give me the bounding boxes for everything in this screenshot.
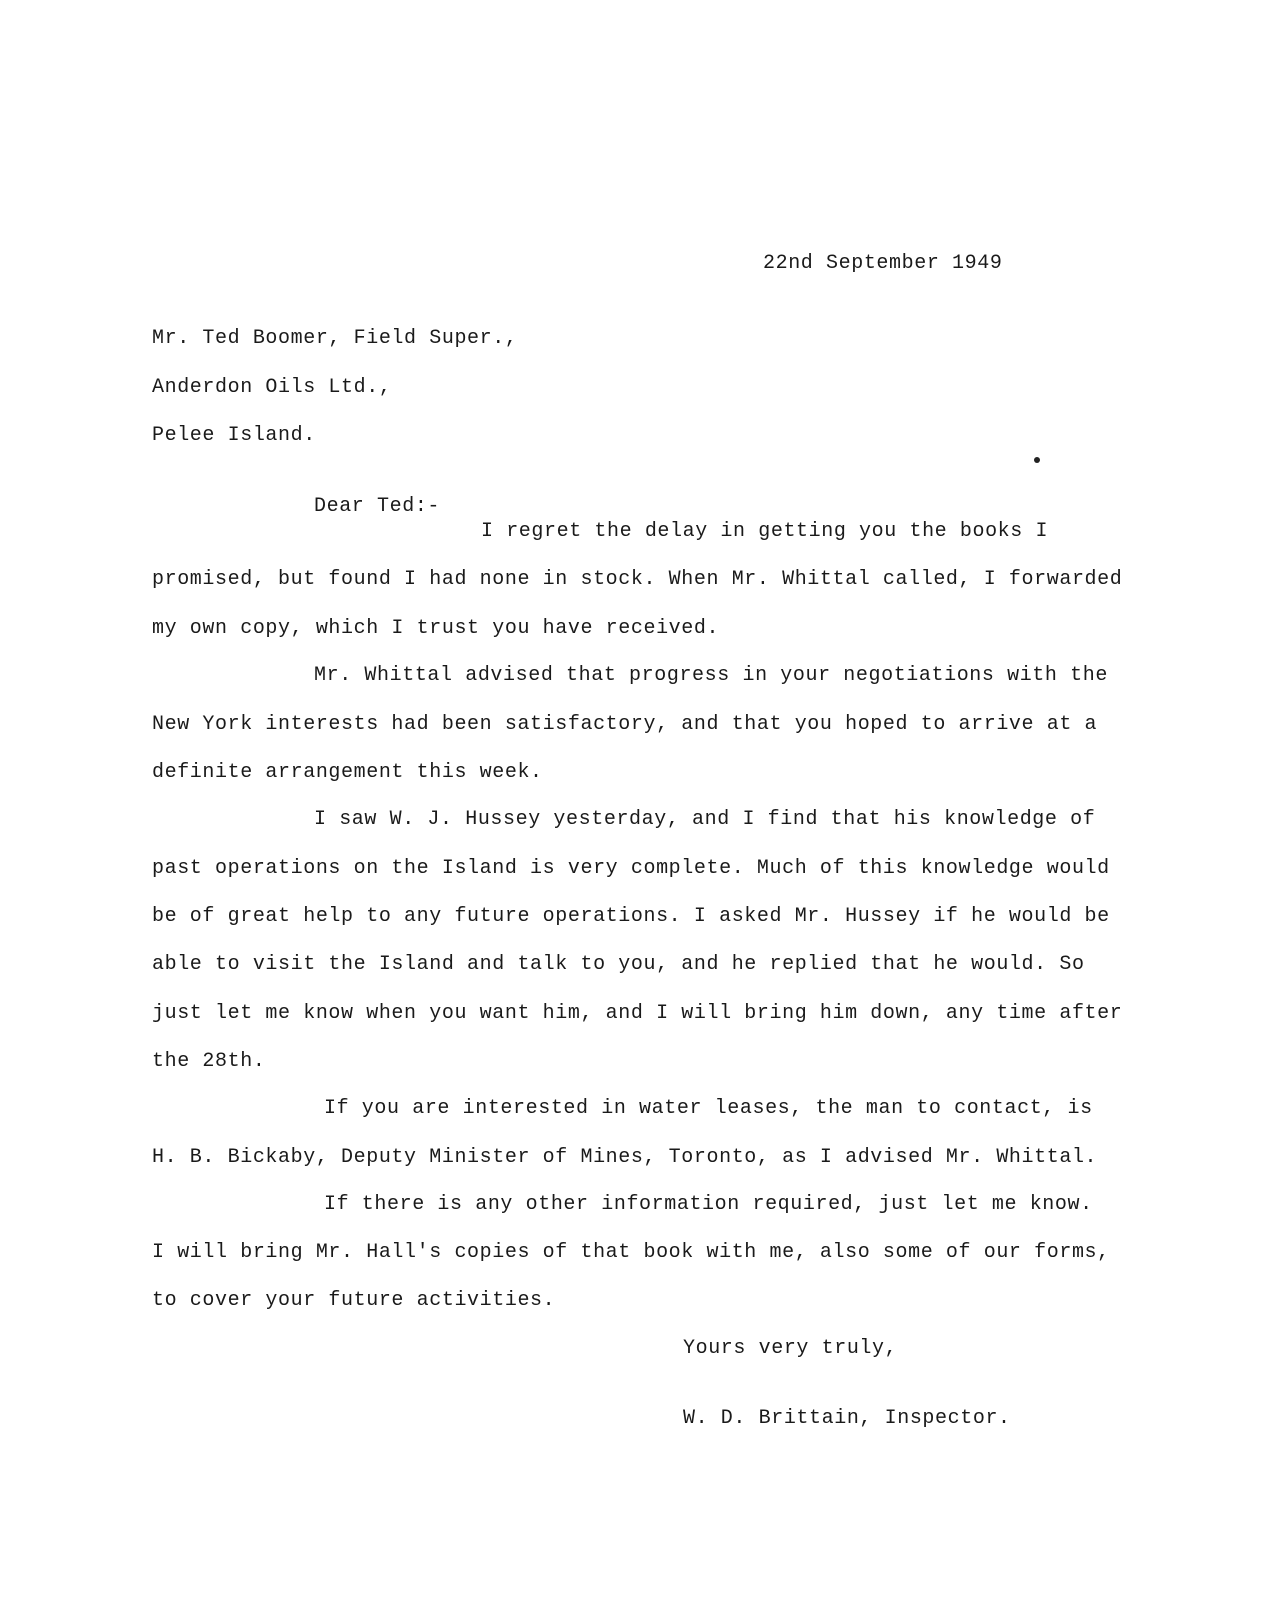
body-line-14: H. B. Bickaby, Deputy Minister of Mines, Toronto, as I advised Mr. Whittal. (152, 1146, 1098, 1169)
body-line-7: I saw W. J. Hussey yesterday, and I find that his knowledge of (314, 808, 1096, 831)
body-line-2: promised, but found I had none in stock. When Mr. Whittal called, I forwarded (152, 568, 1123, 591)
body-line-17: to cover your future activities. (152, 1289, 556, 1312)
salutation: Dear Ted:- (314, 495, 441, 518)
closing: Yours very truly, (683, 1337, 898, 1360)
body-line-4: Mr. Whittal advised that progress in your negotiations with the (314, 664, 1108, 687)
body-line-10: able to visit the Island and talk to you, and he replied that he would. So (152, 953, 1085, 976)
recipient-line-2: Anderdon Oils Ltd., (152, 376, 392, 399)
body-line-15: If there is any other information required, just let me know. (324, 1193, 1093, 1216)
body-line-13: If you are interested in water leases, the man to contact, is (324, 1097, 1093, 1120)
body-line-12: the 28th. (152, 1050, 266, 1073)
body-line-6: definite arrangement this week. (152, 761, 543, 784)
body-line-9: be of great help to any future operations. I asked Mr. Hussey if he would be (152, 905, 1110, 928)
ink-speck (1034, 457, 1040, 463)
signature: W. D. Brittain, Inspector. (683, 1407, 1011, 1430)
body-line-16: I will bring Mr. Hall's copies of that book with me, also some of our forms, (152, 1241, 1110, 1264)
body-line-3: my own copy, which I trust you have received. (152, 617, 720, 640)
recipient-line-3: Pelee Island. (152, 424, 316, 447)
recipient-line-1: Mr. Ted Boomer, Field Super., (152, 327, 518, 350)
body-line-1: I regret the delay in getting you the books I (481, 520, 1049, 543)
body-line-11: just let me know when you want him, and I will bring him down, any time after (152, 1002, 1123, 1025)
letter-date: 22nd September 1949 (763, 252, 1003, 275)
body-line-8: past operations on the Island is very complete. Much of this knowledge would (152, 857, 1110, 880)
body-line-5: New York interests had been satisfactory, and that you hoped to arrive at a (152, 713, 1098, 736)
